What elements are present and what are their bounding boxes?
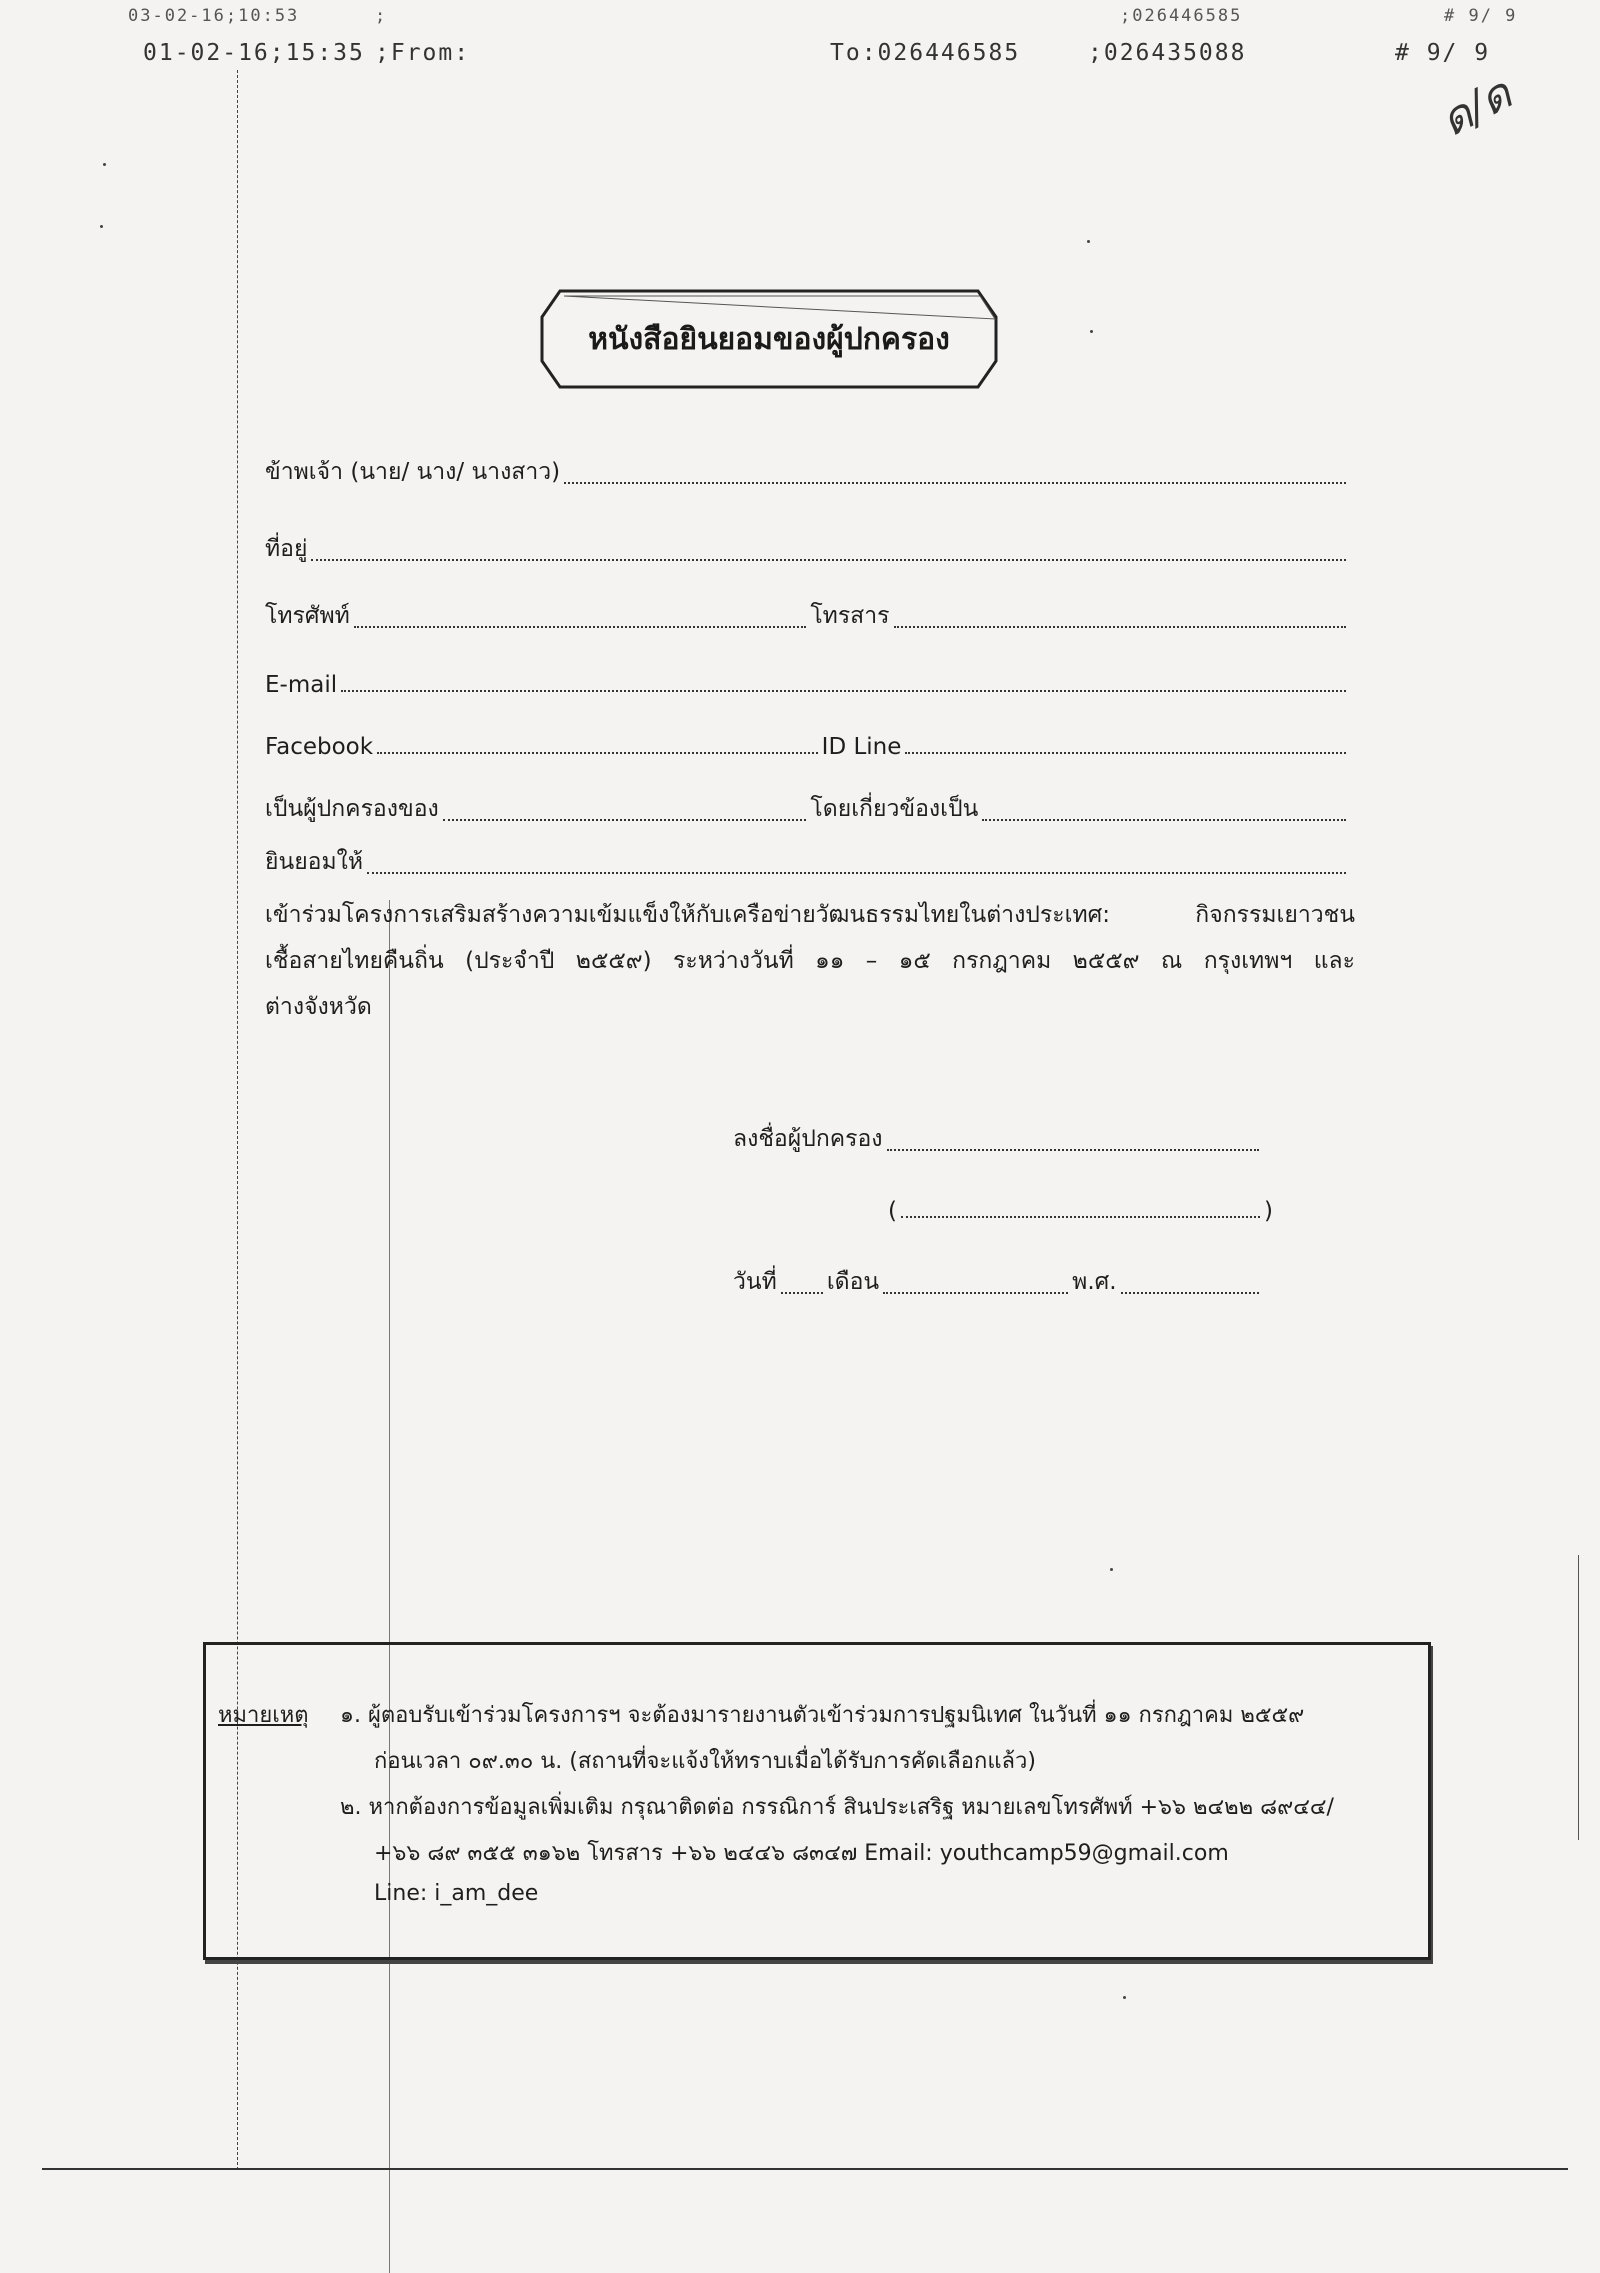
paren-close: ) — [1264, 1198, 1273, 1224]
note-item-2-line-1: ๒. หากต้องการข้อมูลเพิ่มเติม กรุณาติดต่อ กรรณิการ์ สินประเสริฐ หมายเลขโทรศัพท์ +๖๖ ๒๔๒๒ ๘๙๔๔/ — [340, 1795, 1334, 1820]
consent-paragraph-line-3: ต่างจังหวัด — [265, 994, 372, 1020]
facebook-label: Facebook — [265, 734, 374, 760]
fax-label: โทรสาร — [810, 603, 890, 629]
field-row-guardian — [265, 785, 1350, 829]
id-line-field[interactable] — [905, 752, 1346, 754]
fax-datetime: 01-02-16;15:35 — [143, 40, 365, 66]
day-label: วันที่ — [733, 1269, 777, 1295]
year-label: พ.ศ. — [1072, 1269, 1117, 1295]
fax-header-line-2 — [0, 40, 1600, 70]
phone-field[interactable] — [354, 626, 807, 628]
scan-speck — [103, 163, 106, 166]
fax-page-count: # 9/ 9 — [1395, 40, 1491, 66]
guardian-of-field[interactable] — [443, 819, 807, 821]
field-row-email — [265, 656, 1350, 700]
consent-label: ยินยอมให้ — [265, 849, 364, 875]
printed-name-field[interactable] — [901, 1216, 1260, 1218]
note-item-1-line-1: ๑. ผู้ตอบรับเข้าร่วมโครงการฯ จะต้องมารายงานตัวเข้าร่วมการปฐมนิเทศ ในวันที่ ๑๑ กรกฎาคม ๒๕๕๙ — [340, 1703, 1305, 1728]
facebook-field[interactable] — [377, 752, 818, 754]
field-row-address — [265, 525, 1350, 569]
relation-label: โดยเกี่ยวข้องเป็น — [810, 796, 979, 822]
fax-number: ;026446585 — [1120, 6, 1243, 26]
signature-field[interactable] — [887, 1149, 1259, 1151]
consent-field[interactable] — [367, 872, 1346, 874]
scan-edge-line — [1578, 1555, 1579, 1840]
field-row-consent — [265, 838, 1350, 882]
consent-paragraph-line-1: เข้าร่วมโครงการเสริมสร้างความเข้มแข็งให้กับเครือข่ายวัฒนธรรมไทยในต่างประเทศ: กิจกรรมเยาวชน — [265, 902, 1355, 928]
fax-from: ;From: — [375, 40, 471, 66]
form-title-banner — [538, 287, 1000, 391]
date-row — [733, 1258, 1263, 1302]
fax-field[interactable] — [894, 626, 1347, 628]
form-title: หนังสือยินยอมของผู้ปกครอง — [588, 321, 950, 357]
scan-speck — [1090, 330, 1093, 333]
scan-fold-line — [389, 900, 390, 2273]
month-field[interactable] — [883, 1292, 1068, 1294]
scan-speck — [1110, 1568, 1113, 1571]
handwritten-page-mark: ด/ด — [1432, 68, 1520, 147]
scan-speck — [1123, 1996, 1126, 1999]
scan-bottom-line — [42, 2168, 1568, 2170]
fax-page-count: # 9/ 9 — [1444, 6, 1518, 26]
note-item-2-line-3: Line: i_am_dee — [374, 1881, 539, 1906]
field-row-phone-fax — [265, 592, 1350, 636]
relation-field[interactable] — [982, 819, 1346, 821]
address-field[interactable] — [311, 559, 1346, 561]
address-label: ที่อยู่ — [265, 536, 308, 562]
signature-name-row — [888, 1182, 1273, 1226]
scan-speck — [1087, 240, 1090, 243]
scan-speck — [100, 225, 103, 228]
note-heading: หมายเหตุ — [218, 1703, 309, 1728]
email-field[interactable] — [341, 690, 1346, 692]
consent-paragraph-line-2: เชื้อสายไทยคืนถิ่น (ประจำปี ๒๕๕๙) ระหว่างวันที่ ๑๑ – ๑๕ กรกฎาคม ๒๕๕๙ ณ กรุงเทพฯ และ — [265, 948, 1355, 974]
signature-row — [733, 1115, 1263, 1159]
fax-to: To:026446585 — [830, 40, 1021, 66]
email-label: E-mail — [265, 672, 338, 698]
fax-datetime: 03-02-16;10:53 — [128, 6, 300, 26]
day-field[interactable] — [781, 1292, 823, 1294]
fax-separator: ; — [375, 6, 388, 26]
signature-label: ลงชื่อผู้ปกครอง — [733, 1126, 883, 1152]
field-row-name — [265, 448, 1350, 492]
year-field[interactable] — [1121, 1292, 1259, 1294]
field-row-facebook-line — [265, 718, 1350, 762]
fax-header-line-1 — [0, 6, 1600, 36]
note-item-1-line-2: ก่อนเวลา ๐๙.๓๐ น. (สถานที่จะแจ้งให้ทราบเมื่อได้รับการคัดเลือกแล้ว) — [374, 1749, 1036, 1774]
paren-open: ( — [888, 1198, 897, 1224]
name-field[interactable] — [564, 482, 1346, 484]
fax-sender-number: ;026435088 — [1088, 40, 1247, 66]
phone-label: โทรศัพท์ — [265, 603, 350, 629]
note-item-2-line-2: +๖๖ ๘๙ ๓๕๕ ๓๑๖๒ โทรสาร +๖๖ ๒๔๔๖ ๘๓๔๗ Email: youthcamp59@gmail.com — [374, 1841, 1229, 1866]
id-line-label: ID Line — [821, 734, 902, 760]
name-label: ข้าพเจ้า (นาย/ นาง/ นางสาว) — [265, 459, 561, 485]
guardian-of-label: เป็นผู้ปกครองของ — [265, 796, 439, 822]
month-label: เดือน — [826, 1269, 880, 1295]
